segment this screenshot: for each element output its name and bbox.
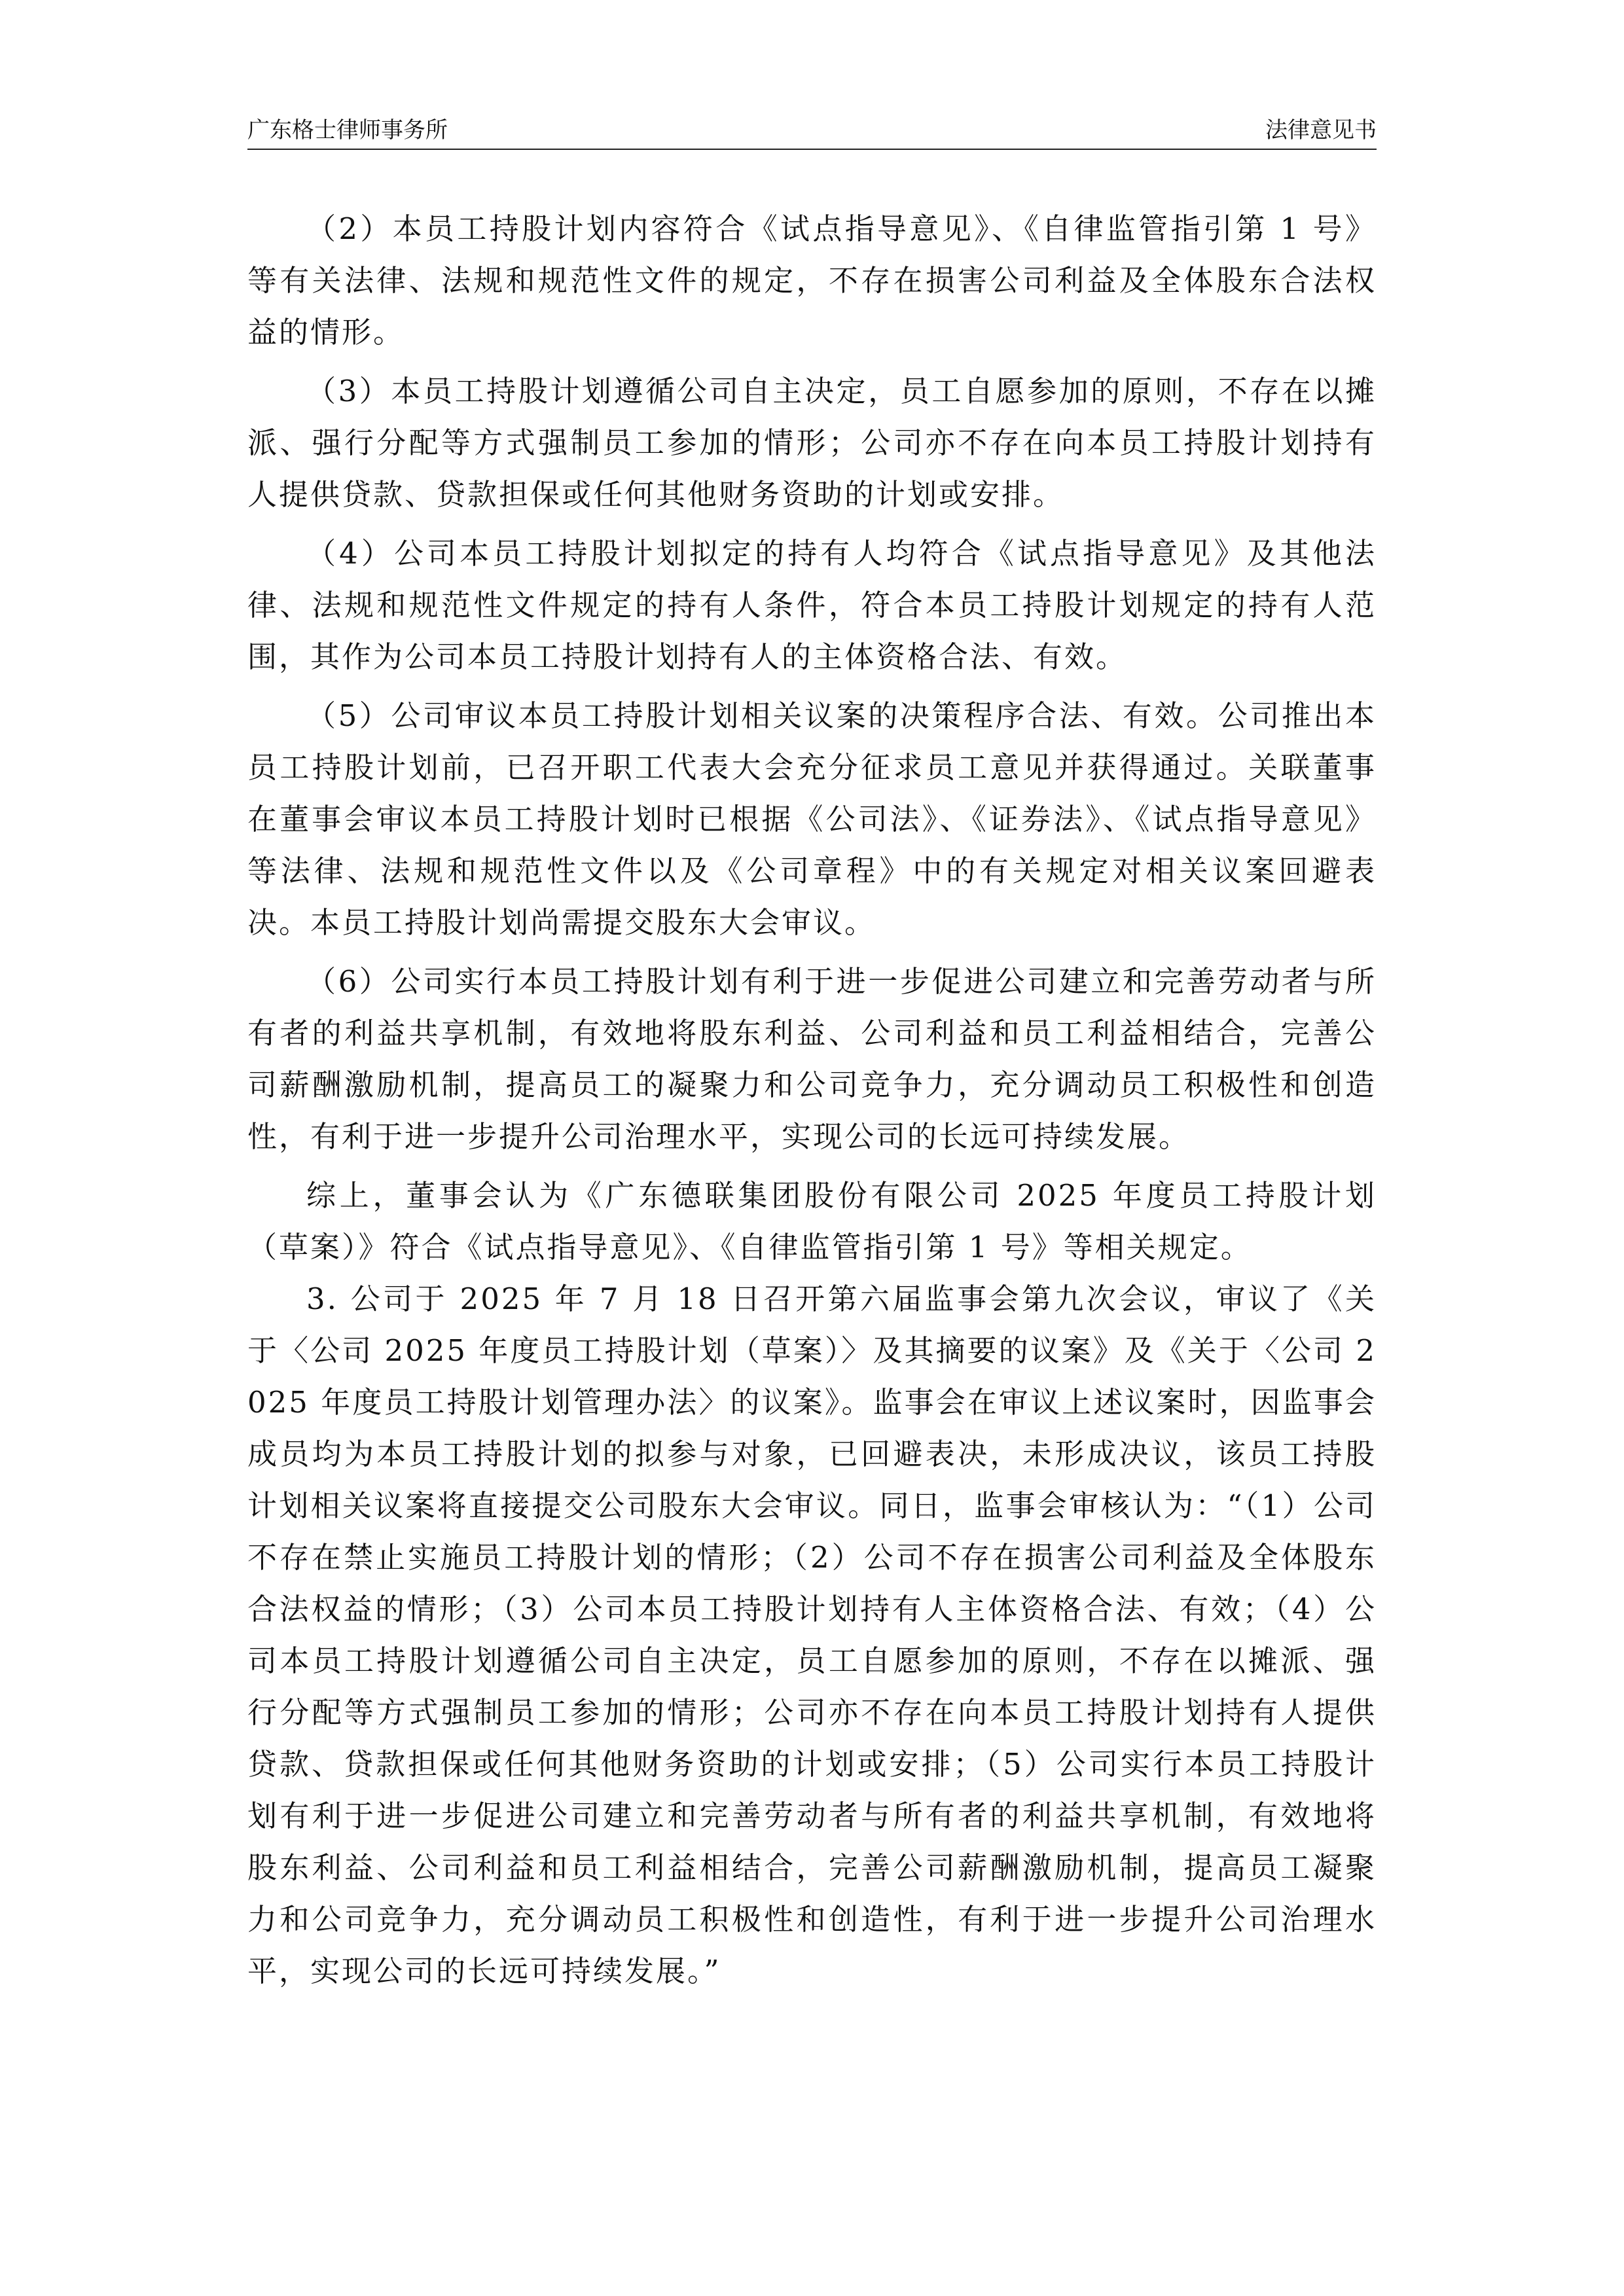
- paragraph-item-6: （6）公司实行本员工持股计划有利于进一步促进公司建立和完善劳动者与所有者的利益共享机制，有效地将股东利益、公司利益和员工利益相结合，完善公司薪酬激励机制，提高员工的凝聚力和公司竞争力，充分调动员工积极性和创造性，有利于进一步提升公司治理水平，实现公司的长远可持续发展。: [247, 964, 1377, 1154]
- header-document-type: 法律意见书: [1265, 117, 1377, 143]
- page-header: [247, 115, 1377, 150]
- paragraph-conclusion: 综上，董事会认为《广东德联集团股份有限公司 2025 年度员工持股计划（草案）》符合《试点指导意见》、《自律监管指引第 1 号》等相关规定。: [247, 1178, 1377, 1265]
- paragraph-item-5: （5）公司审议本员工持股计划相关议案的决策程序合法、有效。公司推出本员工持股计划前，已召开职工代表大会充分征求员工意见并获得通过。关联董事在董事会审议本员工持股计划时已根据《公司法》、《证券法》、《试点指导意见》等法律、法规和规范性文件以及《公司章程》中的有关规定对相关议案回避表决。本员工持股计划尚需提交股东大会审议。: [247, 698, 1377, 940]
- header-law-firm-name: 广东格士律师事务所: [247, 117, 448, 143]
- paragraph-item-2: （2）本员工持股计划内容符合《试点指导意见》、《自律监管指引第 1 号》等有关法律、法规和规范性文件的规定，不存在损害公司利益及全体股东合法权益的情形。: [247, 211, 1377, 350]
- paragraph-item-3: （3）本员工持股计划遵循公司自主决定，员工自愿参加的原则，不存在以摊派、强行分配等方式强制员工参加的情形；公司亦不存在向本员工持股计划持有人提供贷款、贷款担保或任何其他财务资助的计划或安排。: [247, 374, 1377, 512]
- paragraph-supervisory-board: 3. 公司于 2025 年 7 月 18 日召开第六届监事会第九次会议，审议了《关于〈公司 2025 年度员工持股计划（草案）〉及其摘要的议案》及《关于〈公司 2025 年度员工持股计划管理办法〉的议案》。监事会在审议上述议案时，因监事会成员均为本员工持股计划的拟参与对象，已回避表决，未形成决议，该员工持股计划相关议案将直接提交公司股东大会审议。同日，监事会审核认为：“（1）公司不存在禁止实施员工持股计划的情形；（2）公司不存在损害公司利益及全体股东合法权益的情形；（3）公司本员工持股计划持有人主体资格合法、有效；（4）公司本员工持股计划遵循公司自主决定，员工自愿参加的原则，不存在以摊派、强行分配等方式强制员工参加的情形；公司亦不存在向本员工持股计划持有人提供贷款、贷款担保或任何其他财务资助的计划或安排；（5）公司实行本员工持股计划有利于进一步促进公司建立和完善劳动者与所有者的利益共享机制，有效地将股东利益、公司利益和员工利益相结合，完善公司薪酬激励机制，提高员工凝聚力和公司竞争力，充分调动员工积极性和创造性，有利于进一步提升公司治理水平，实现公司的长远可持续发展。”: [247, 1282, 1377, 1988]
- paragraph-item-4: （4）公司本员工持股计划拟定的持有人均符合《试点指导意见》及其他法律、法规和规范性文件规定的持有人条件，符合本员工持股计划规定的持有人范围，其作为公司本员工持股计划持有人的主体资格合法、有效。: [247, 536, 1377, 674]
- document-body: [247, 203, 1377, 1997]
